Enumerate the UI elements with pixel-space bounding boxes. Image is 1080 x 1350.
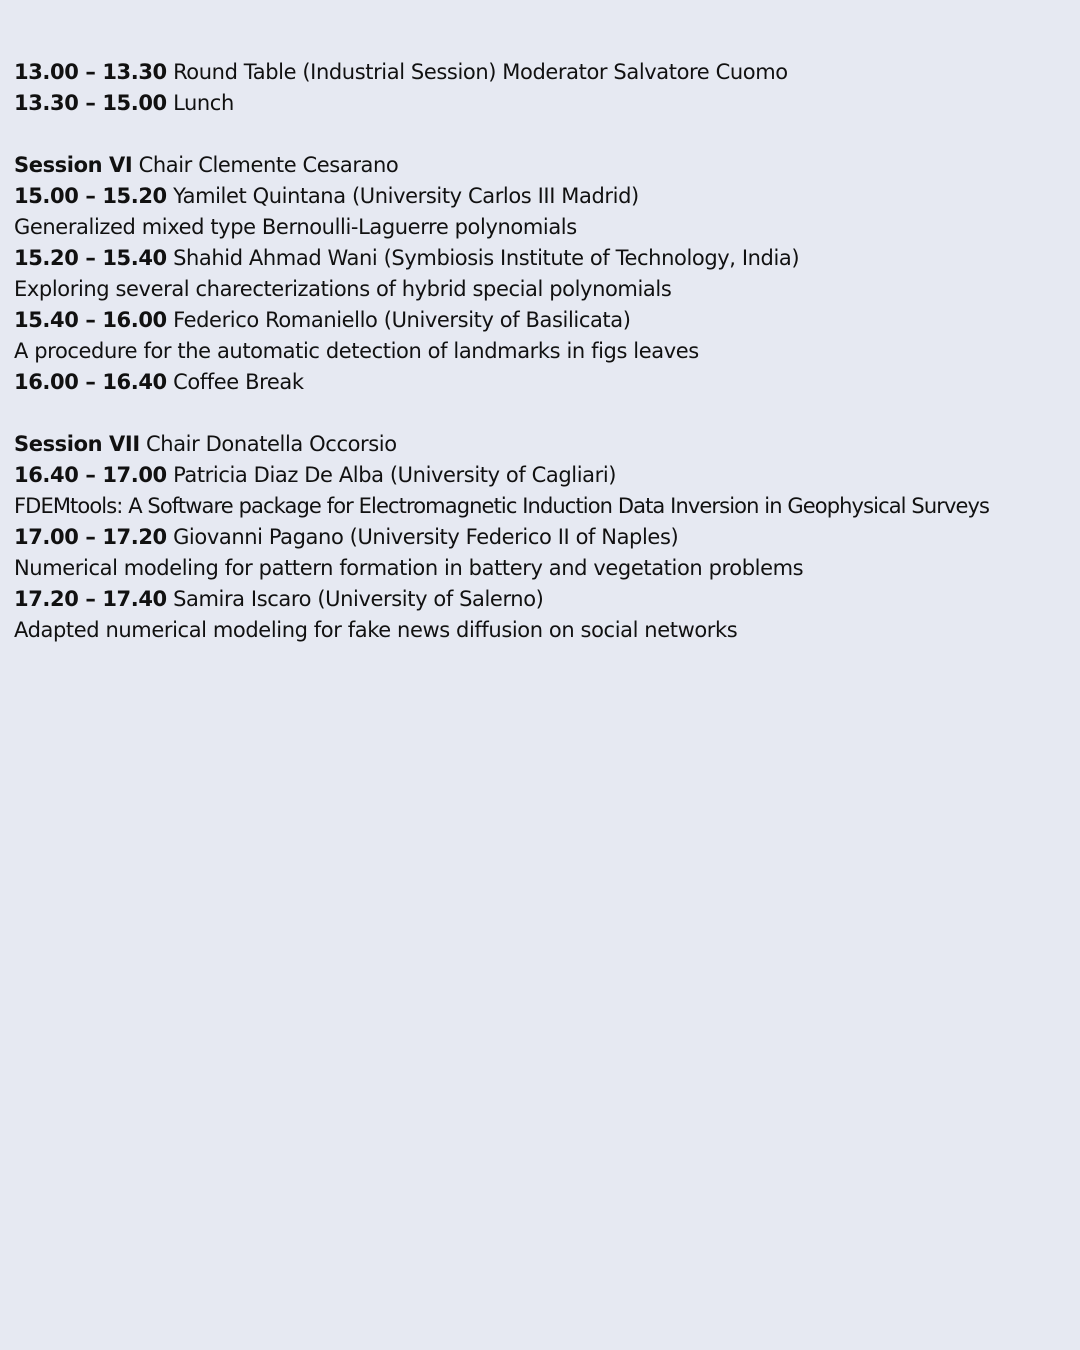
session-heading-vi	[14, 150, 1080, 181]
talk-title: Generalized mixed type Bernoulli-Laguerre polynomials	[14, 215, 577, 239]
session-heading-vii	[14, 429, 1080, 460]
talk-speaker: Yamilet Quintana (University Carlos III Madrid)	[173, 184, 639, 208]
talk-time-speaker	[14, 181, 1080, 212]
session-chair: Chair Donatella Occorsio	[146, 432, 397, 456]
spacer	[14, 119, 1080, 150]
talk-time: 16.40 – 17.00	[14, 463, 167, 487]
slot-text: Round Table (Industrial Session) Moderator Salvatore Cuomo	[173, 60, 788, 84]
schedule-slot-coffee-break	[14, 367, 1080, 398]
slot-time: 16.00 – 16.40	[14, 370, 167, 394]
session-chair: Chair Clemente Cesarano	[138, 153, 399, 177]
slot-time: 13.30 – 15.00	[14, 91, 167, 115]
talk-time-speaker	[14, 243, 1080, 274]
talk-speaker: Samira Iscaro (University of Salerno)	[173, 587, 544, 611]
talk-time-speaker	[14, 460, 1080, 491]
talk-time: 17.20 – 17.40	[14, 587, 167, 611]
slot-time: 13.00 – 13.30	[14, 60, 167, 84]
slot-text: Lunch	[173, 91, 234, 115]
talk-speaker: Federico Romaniello (University of Basilicata)	[173, 308, 631, 332]
talk-time: 17.00 – 17.20	[14, 525, 167, 549]
schedule-slot-lunch	[14, 88, 1080, 119]
talk-speaker: Shahid Ahmad Wani (Symbiosis Institute of Technology, India)	[173, 246, 800, 270]
session-label: Session VII	[14, 432, 140, 456]
talk-title: A procedure for the automatic detection of landmarks in figs leaves	[14, 339, 699, 363]
talk-time: 15.40 – 16.00	[14, 308, 167, 332]
talk-time-speaker	[14, 522, 1080, 553]
talk-title: Adapted numerical modeling for fake news diffusion on social networks	[14, 618, 738, 642]
talk-title: Numerical modeling for pattern formation in battery and vegetation problems	[14, 556, 804, 580]
talk-time-speaker	[14, 584, 1080, 615]
talk-time: 15.20 – 15.40	[14, 246, 167, 270]
slot-text: Coffee Break	[173, 370, 304, 394]
talk-title: Exploring several charecterizations of hybrid special polynomials	[14, 277, 672, 301]
talk-time: 15.00 – 15.20	[14, 184, 167, 208]
talk-title: FDEMtools: A Software package for Electromagnetic Induction Data Inversion in Geophysical Surveys	[14, 494, 990, 518]
talk-time-speaker	[14, 305, 1080, 336]
spacer	[14, 398, 1080, 429]
session-label: Session VI	[14, 153, 133, 177]
talk-speaker: Giovanni Pagano (University Federico II of Naples)	[173, 525, 679, 549]
talk-speaker: Patricia Diaz De Alba (University of Cagliari)	[173, 463, 617, 487]
schedule-slot-round-table	[14, 57, 1080, 88]
